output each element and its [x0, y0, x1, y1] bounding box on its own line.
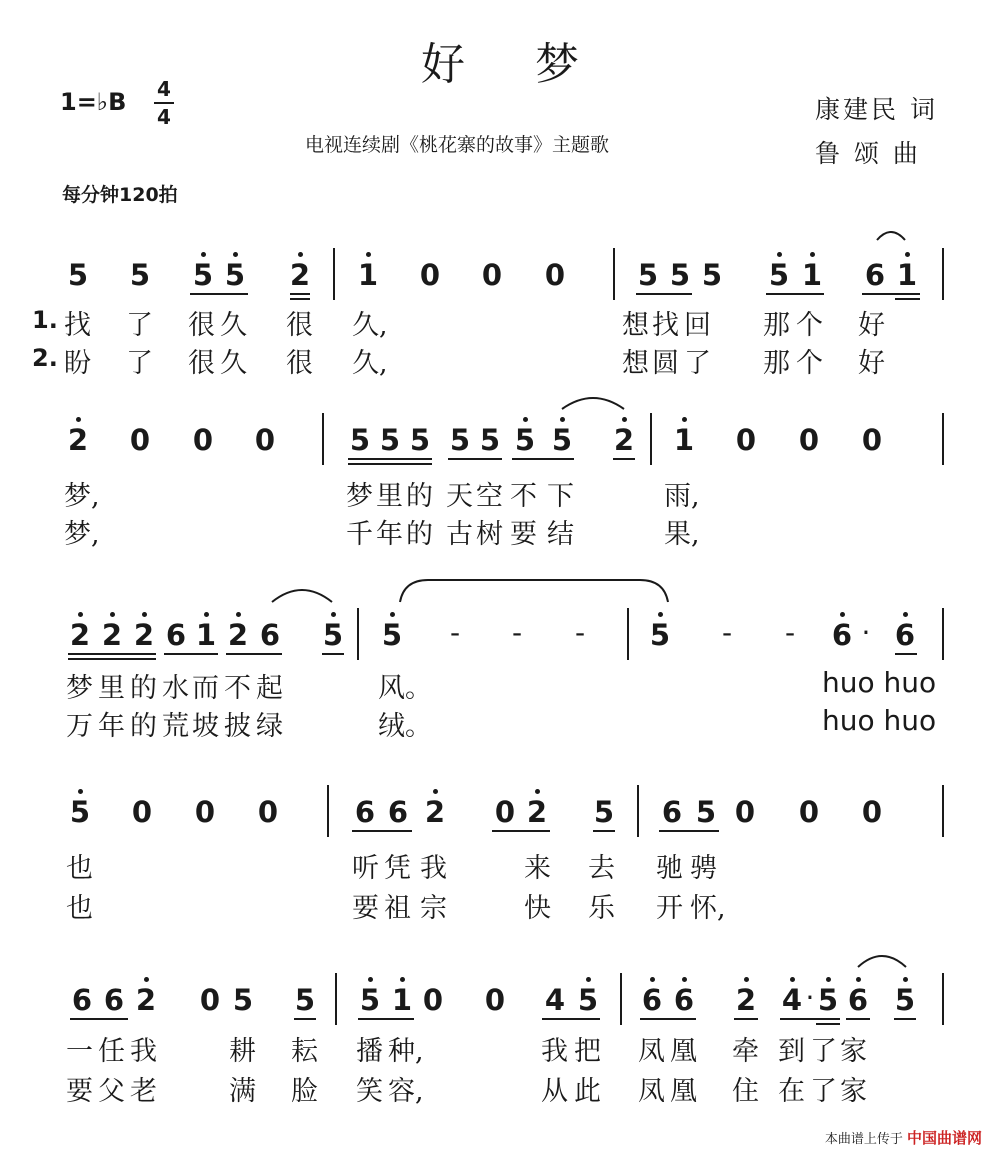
beam-underline	[164, 653, 218, 655]
lyric-char: 牵	[732, 1036, 759, 1067]
note: 5	[349, 423, 371, 457]
note: 0	[419, 258, 441, 292]
verse-number: 2.	[32, 344, 58, 372]
lyric-char: 找	[64, 310, 91, 341]
note: 0	[734, 795, 756, 829]
lyric-char: 绿	[256, 711, 283, 742]
note: 5	[409, 423, 431, 457]
lyric-char: 凰	[670, 1036, 697, 1067]
note: 6	[831, 618, 853, 652]
note: 6	[894, 618, 916, 652]
note: 5	[514, 423, 536, 457]
lyric-char: 好	[858, 310, 885, 341]
lyric-char: 怀,	[690, 893, 726, 924]
octave-dot	[790, 977, 795, 982]
beam-underline	[352, 830, 412, 832]
octave-dot	[856, 977, 861, 982]
lyric-char: 梦,	[64, 481, 100, 512]
lyric-char: 了	[810, 1036, 837, 1067]
lyric-char: 笑	[356, 1076, 383, 1107]
note: 2	[135, 983, 157, 1017]
note: 0	[254, 423, 276, 457]
lyric-char: 的	[406, 481, 433, 512]
note: 5	[649, 618, 671, 652]
note: 5	[192, 258, 214, 292]
bar-line	[942, 248, 944, 300]
lyric-char: 梦	[346, 481, 373, 512]
octave-dot	[144, 977, 149, 982]
note: 6	[661, 795, 683, 829]
bar-line	[620, 973, 622, 1025]
note: 1	[357, 258, 379, 292]
octave-dot	[390, 612, 395, 617]
lyric-char: 的	[130, 711, 157, 742]
note: 0	[494, 795, 516, 829]
note: 5	[479, 423, 501, 457]
note: 5	[768, 258, 790, 292]
beam-underline	[512, 458, 574, 460]
lyric-char: 空	[476, 481, 503, 512]
octave-dot	[744, 977, 749, 982]
beam-underline	[290, 298, 310, 300]
note: 5	[69, 795, 91, 829]
lyric-char: 耕	[229, 1036, 256, 1067]
lyric-char: 容,	[388, 1076, 424, 1107]
octave-dot	[622, 417, 627, 422]
lyric-char: 的	[130, 673, 157, 704]
note: 1	[801, 258, 823, 292]
beam-underline	[322, 653, 344, 655]
beam-underline	[895, 298, 920, 300]
octave-dot	[810, 252, 815, 257]
octave-dot	[368, 977, 373, 982]
note: 5	[379, 423, 401, 457]
lyric-char: 开	[656, 893, 683, 924]
lyric-char: 荒	[162, 711, 189, 742]
lyric-char: 要	[66, 1076, 93, 1107]
watermark-site-logo: 中国曲谱网	[906, 1129, 982, 1147]
note: 2	[526, 795, 548, 829]
lyric-char: 回	[684, 310, 711, 341]
lyric-char: 也	[66, 893, 93, 924]
note: 5	[669, 258, 691, 292]
beam-underline	[448, 458, 502, 460]
note: 2	[613, 423, 635, 457]
lyric-syllable: huo huo	[822, 704, 937, 737]
lyric-char: 树	[476, 519, 503, 550]
beam-underline	[492, 830, 550, 832]
note: 0	[199, 983, 221, 1017]
lyric-char: 在	[778, 1076, 805, 1107]
lyric-char: 凤	[638, 1076, 665, 1107]
lyric-char: 住	[732, 1076, 759, 1107]
octave-dot	[78, 612, 83, 617]
note: 0	[798, 423, 820, 457]
octave-dot	[366, 252, 371, 257]
lyric-char: 风。	[378, 673, 432, 704]
lyric-char: 很	[188, 348, 215, 379]
lyric-char: 想	[622, 310, 649, 341]
lyric-char: 久	[220, 348, 247, 379]
lyric-char: 到	[778, 1036, 805, 1067]
note: 5	[232, 983, 254, 1017]
lyric-char: 了	[810, 1076, 837, 1107]
note: 0	[422, 983, 444, 1017]
lyric-char: 凤	[638, 1036, 665, 1067]
lyric-char: 种,	[388, 1036, 424, 1067]
bar-line	[637, 785, 639, 837]
bar-line	[333, 248, 335, 300]
slur	[270, 582, 334, 604]
note: 6	[387, 795, 409, 829]
lyric-char: 满	[229, 1076, 256, 1107]
lyric-char: 了	[126, 310, 153, 341]
lyric-char: 里	[98, 673, 125, 704]
lyric-char: 祖	[384, 893, 411, 924]
note: 5	[551, 423, 573, 457]
lyric-syllable: huo huo	[822, 666, 937, 699]
note: 6	[165, 618, 187, 652]
bar-line	[942, 973, 944, 1025]
lyric-char: 很	[188, 310, 215, 341]
note: 2	[289, 258, 311, 292]
beam-underline	[846, 1018, 870, 1020]
note: 5	[359, 983, 381, 1017]
note: 6	[864, 258, 886, 292]
note: 0	[131, 795, 153, 829]
lyricist-credit: 康建民 词	[815, 95, 938, 124]
augmentation-dot: ·	[805, 981, 815, 1014]
bar-line	[357, 608, 359, 660]
octave-dot	[110, 612, 115, 617]
octave-dot	[433, 789, 438, 794]
notation-line-5	[0, 963, 1000, 1033]
notation-line-1	[0, 238, 1000, 308]
lyric-char: 我	[541, 1036, 568, 1067]
beam-underline	[640, 1018, 696, 1020]
note: 5	[294, 983, 316, 1017]
octave-dot	[236, 612, 241, 617]
extension-dash: -	[574, 616, 586, 649]
lyric-char: 里	[376, 481, 403, 512]
lyric-char: 很	[286, 310, 313, 341]
octave-dot	[650, 977, 655, 982]
octave-dot	[903, 977, 908, 982]
note: 5	[894, 983, 916, 1017]
octave-dot	[233, 252, 238, 257]
lyric-char: 脸	[291, 1076, 318, 1107]
note: 0	[861, 795, 883, 829]
lyric-char: 播	[356, 1036, 383, 1067]
bar-line	[613, 248, 615, 300]
time-signature	[152, 76, 176, 130]
note: 2	[101, 618, 123, 652]
octave-dot	[777, 252, 782, 257]
beam-underline	[294, 1018, 316, 1020]
beam-underline	[542, 1018, 600, 1020]
bar-line	[327, 785, 329, 837]
lyric-char: 凰	[670, 1076, 697, 1107]
lyric-char: 坡	[192, 711, 219, 742]
bar-line	[942, 413, 944, 465]
note: 0	[484, 983, 506, 1017]
beam-underline	[816, 1023, 840, 1025]
beam-underline	[636, 293, 692, 295]
lyric-char: 下	[547, 481, 574, 512]
beam-underline	[358, 1018, 414, 1020]
note: 2	[735, 983, 757, 1017]
lyric-char: 乐	[588, 893, 615, 924]
beam-underline	[734, 1018, 758, 1020]
beam-underline	[862, 293, 920, 295]
note: 5	[129, 258, 151, 292]
lyric-char: 雨,	[664, 481, 700, 512]
note: 0	[861, 423, 883, 457]
note: 4	[781, 983, 803, 1017]
beam-underline	[659, 830, 719, 832]
beam-underline	[348, 458, 432, 460]
bar-line	[650, 413, 652, 465]
beam-underline	[780, 1018, 840, 1020]
octave-dot	[78, 789, 83, 794]
lyric-char: 天	[446, 481, 473, 512]
song-title: 好梦	[421, 39, 649, 90]
beam-underline	[70, 1018, 128, 1020]
extension-dash: -	[721, 616, 733, 649]
beam-underline	[190, 293, 248, 295]
note: 0	[192, 423, 214, 457]
lyric-char: 老	[130, 1076, 157, 1107]
lyric-char: 要	[510, 519, 537, 550]
note: 2	[67, 423, 89, 457]
lyric-char: 骋	[690, 853, 717, 884]
lyric-char: 找	[652, 310, 679, 341]
octave-dot	[523, 417, 528, 422]
beam-underline	[895, 653, 917, 655]
note: 6	[641, 983, 663, 1017]
lyric-char: 快	[524, 893, 551, 924]
notation-line-2	[0, 403, 1000, 473]
lyric-char: 梦	[66, 673, 93, 704]
beam-underline	[593, 830, 615, 832]
time-signature-bottom: 4	[157, 105, 171, 129]
note: 2	[227, 618, 249, 652]
lyric-char: 要	[352, 893, 379, 924]
note: 6	[71, 983, 93, 1017]
beam-underline	[290, 293, 310, 295]
lyric-char: 个	[796, 310, 823, 341]
beam-underline	[226, 653, 282, 655]
beam-underline	[766, 293, 824, 295]
octave-dot	[682, 977, 687, 982]
note: 6	[673, 983, 695, 1017]
note: 0	[798, 795, 820, 829]
lyric-char: 梦,	[64, 519, 100, 550]
octave-dot	[535, 789, 540, 794]
note: 1	[896, 258, 918, 292]
lyric-char: 年	[376, 519, 403, 550]
extension-dash: -	[511, 616, 523, 649]
note: 2	[69, 618, 91, 652]
note: 1	[391, 983, 413, 1017]
note: 5	[322, 618, 344, 652]
note: 5	[577, 983, 599, 1017]
note: 2	[133, 618, 155, 652]
note: 6	[259, 618, 281, 652]
time-signature-top: 4	[157, 77, 171, 101]
lyric-char: 很	[286, 348, 313, 379]
slur	[398, 578, 670, 604]
slur	[560, 391, 626, 411]
note: 6	[354, 795, 376, 829]
watermark-text: 本曲谱上传于	[824, 1132, 903, 1147]
lyric-char: 的	[406, 519, 433, 550]
lyric-char: 了	[126, 348, 153, 379]
bar-line	[942, 608, 944, 660]
note: 0	[481, 258, 503, 292]
lyric-char: 来	[524, 853, 551, 884]
octave-dot	[586, 977, 591, 982]
note: 5	[695, 795, 717, 829]
note: 4	[544, 983, 566, 1017]
lyric-char: 把	[574, 1036, 601, 1067]
verse-number: 1.	[32, 306, 58, 334]
lyric-char: 不	[510, 481, 537, 512]
bar-line	[942, 785, 944, 837]
extension-dash: -	[449, 616, 461, 649]
lyric-char: 驰	[656, 853, 683, 884]
note: 6	[847, 983, 869, 1017]
lyric-char: 果,	[664, 519, 700, 550]
subtitle: 电视连续剧《桃花寨的故事》主题歌	[305, 134, 610, 156]
lyric-char: 那	[763, 348, 790, 379]
composer-credit: 鲁 颂 曲	[815, 139, 921, 168]
lyric-char: 好	[858, 348, 885, 379]
note: 0	[129, 423, 151, 457]
octave-dot	[903, 612, 908, 617]
note: 0	[544, 258, 566, 292]
octave-dot	[682, 417, 687, 422]
octave-dot	[400, 977, 405, 982]
lyric-char: 千	[346, 519, 373, 550]
note: 0	[735, 423, 757, 457]
octave-dot	[560, 417, 565, 422]
lyric-char: 万	[66, 711, 93, 742]
octave-dot	[840, 612, 845, 617]
lyric-char: 从	[541, 1076, 568, 1107]
lyric-char: 此	[574, 1076, 601, 1107]
watermark	[825, 1127, 982, 1148]
lyric-char: 了	[684, 348, 711, 379]
tempo-marking: 每分钟120拍	[62, 184, 178, 206]
lyric-char: 家	[840, 1036, 867, 1067]
octave-dot	[658, 612, 663, 617]
note: 2	[424, 795, 446, 829]
octave-dot	[331, 612, 336, 617]
lyric-char: 也	[66, 853, 93, 884]
lyric-char: 绒。	[378, 711, 432, 742]
note: 5	[637, 258, 659, 292]
beam-underline	[68, 653, 156, 655]
lyric-char: 年	[98, 711, 125, 742]
note: 5	[593, 795, 615, 829]
bar-line	[627, 608, 629, 660]
bar-line	[335, 973, 337, 1025]
lyric-char: 盼	[64, 348, 91, 379]
extension-dash: -	[784, 616, 796, 649]
octave-dot	[826, 977, 831, 982]
lyric-char: 披	[224, 711, 251, 742]
lyric-char: 久,	[352, 310, 388, 341]
slur	[856, 949, 908, 969]
lyric-char: 起	[256, 673, 283, 704]
beam-underline	[68, 658, 156, 660]
beam-underline	[894, 1018, 916, 1020]
lyric-char: 耘	[291, 1036, 318, 1067]
notation-line-4	[0, 775, 1000, 845]
lyric-char: 古	[446, 519, 473, 550]
lyric-char: 凭	[384, 853, 411, 884]
lyric-char: 水	[162, 673, 189, 704]
lyric-char: 我	[420, 853, 447, 884]
note: 1	[673, 423, 695, 457]
note: 5	[224, 258, 246, 292]
notation-line-3	[0, 598, 1000, 668]
bar-line	[322, 413, 324, 465]
lyric-char: 个	[796, 348, 823, 379]
note: 6	[103, 983, 125, 1017]
note: 5	[817, 983, 839, 1017]
octave-dot	[298, 252, 303, 257]
lyric-char: 想	[622, 348, 649, 379]
note: 1	[195, 618, 217, 652]
lyric-char: 久,	[352, 348, 388, 379]
lyric-char: 去	[588, 853, 615, 884]
note: 5	[381, 618, 403, 652]
note: 5	[67, 258, 89, 292]
beam-underline	[613, 458, 635, 460]
augmentation-dot: ·	[861, 616, 871, 649]
lyric-char: 父	[98, 1076, 125, 1107]
note: 0	[257, 795, 279, 829]
lyric-char: 我	[130, 1036, 157, 1067]
octave-dot	[76, 417, 81, 422]
note: 0	[194, 795, 216, 829]
octave-dot	[201, 252, 206, 257]
octave-dot	[905, 252, 910, 257]
lyric-char: 圆	[652, 348, 679, 379]
octave-dot	[142, 612, 147, 617]
lyric-char: 而	[192, 673, 219, 704]
lyric-char: 宗	[420, 893, 447, 924]
lyric-char: 听	[352, 853, 379, 884]
note: 5	[701, 258, 723, 292]
lyric-char: 家	[840, 1076, 867, 1107]
lyric-char: 那	[763, 310, 790, 341]
slur	[875, 226, 907, 242]
octave-dot	[204, 612, 209, 617]
lyric-char: 一	[66, 1036, 93, 1067]
lyric-char: 久	[220, 310, 247, 341]
lyric-char: 结	[547, 519, 574, 550]
lyric-char: 任	[98, 1036, 125, 1067]
lyric-char: 不	[224, 673, 251, 704]
key-signature: 1=♭B	[60, 88, 127, 116]
beam-underline	[348, 463, 432, 465]
note: 5	[449, 423, 471, 457]
